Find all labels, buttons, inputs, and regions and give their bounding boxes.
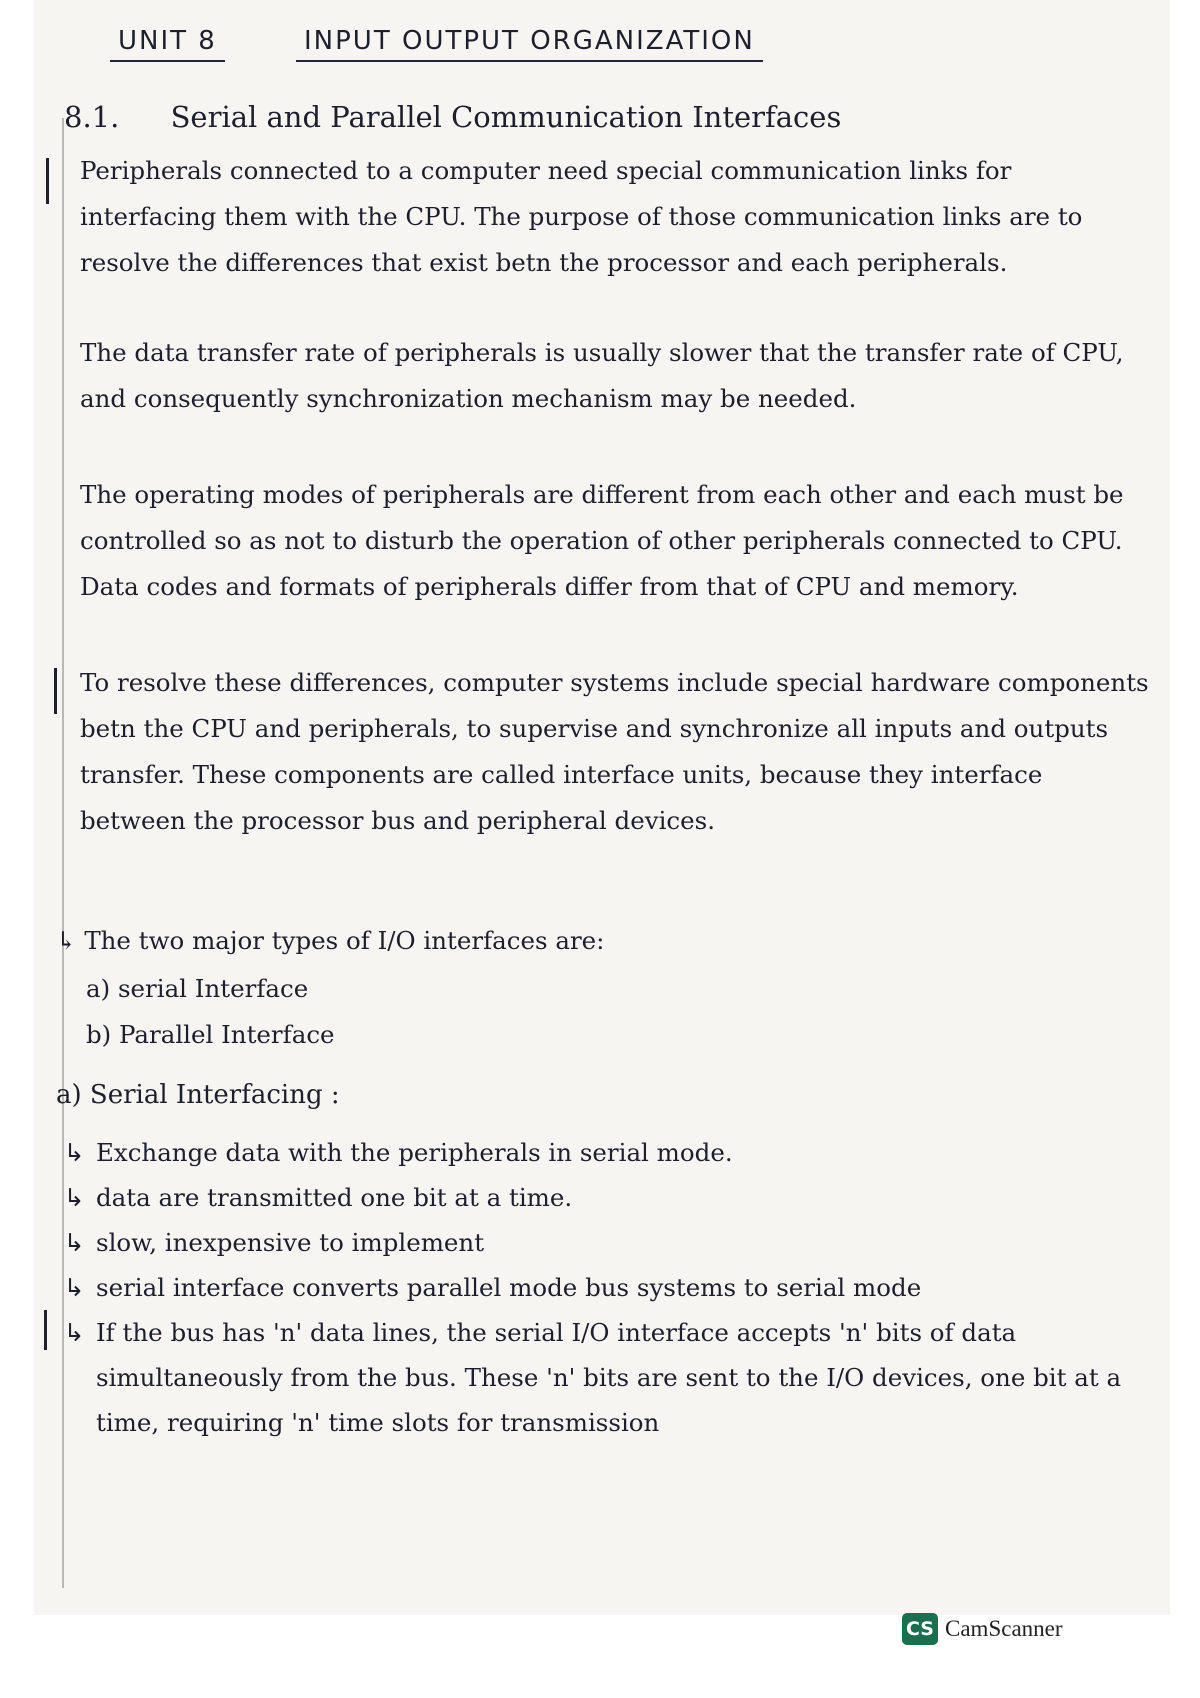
margin-mark xyxy=(54,668,57,714)
section-heading xyxy=(64,100,841,134)
list-item xyxy=(64,1175,1154,1220)
list-item: a) serial Interface xyxy=(86,974,309,1003)
list-item xyxy=(64,1265,1154,1310)
types-intro: ↳ The two major types of I/O interfaces are: xyxy=(56,926,605,955)
camscanner-logo-icon: CS xyxy=(902,1613,938,1645)
section-title: Serial and Parallel Communication Interfaces xyxy=(170,100,842,134)
section-number: 8.1. xyxy=(64,100,120,134)
paragraph-resolve-differences: To resolve these differences, computer systems include special hardware components betn the CPU and peripherals, to supervise and synchronize all inputs and outputs transfer. These components are called interface units, because they interface between the processor bus and peripheral devices. xyxy=(80,668,1149,835)
bullet-arrow: ↳ xyxy=(64,1183,85,1212)
list-item xyxy=(64,1310,1154,1445)
serial-heading: a) Serial Interfacing : xyxy=(56,1080,340,1110)
list-item xyxy=(64,1220,1154,1265)
bullet-text: serial interface converts parallel mode bus systems to serial mode xyxy=(96,1273,922,1302)
list-item: b) Parallel Interface xyxy=(86,1020,335,1049)
page-header xyxy=(34,22,1170,82)
margin-mark xyxy=(44,1310,47,1350)
bullet-arrow: ↳ xyxy=(64,1318,85,1347)
paragraph-transfer-rate: The data transfer rate of peripherals is usually slower that the transfer rate of CPU, and consequently synchronization mechanism may be needed. xyxy=(80,338,1124,413)
bullet-text: slow, inexpensive to implement xyxy=(96,1228,485,1257)
bullet-text: If the bus has 'n' data lines, the serial I/O interface accepts 'n' bits of data simultaneously from the bus. These 'n' bits are sent to the I/O devices, one bit at a time, requiring 'n' time slots for transmission xyxy=(96,1318,1122,1437)
serial-bullets xyxy=(64,1130,1154,1445)
bullet-arrow: ↳ xyxy=(64,1228,85,1257)
interface-types-list xyxy=(86,966,335,1058)
bullet-text: data are transmitted one bit at a time. xyxy=(96,1183,573,1212)
camscanner-brand: CamScanner xyxy=(945,1616,1063,1641)
unit-label: UNIT 8 xyxy=(110,26,225,62)
bullet-text: Exchange data with the peripherals in serial mode. xyxy=(96,1138,733,1167)
notebook-page xyxy=(34,0,1170,1615)
paragraph-operating-modes: The operating modes of peripherals are different from each other and each must be controlled so as not to disturb the operation of other peripherals connected to CPU. Data codes and formats of peripherals differ from that of CPU and memory. xyxy=(80,480,1124,601)
bullet-arrow: ↳ xyxy=(64,1273,85,1302)
list-item xyxy=(64,1130,1154,1175)
paragraph-peripherals: Peripherals connected to a computer need special communication links for interfacing them with the CPU. The purpose of those communication links are to resolve the differences that exist betn the processor and each peripherals. xyxy=(80,156,1083,277)
camscanner-watermark xyxy=(902,1612,1063,1646)
margin-mark xyxy=(46,158,49,204)
bullet-arrow: ↳ xyxy=(64,1138,85,1167)
unit-title: INPUT OUTPUT ORGANIZATION xyxy=(296,26,763,62)
